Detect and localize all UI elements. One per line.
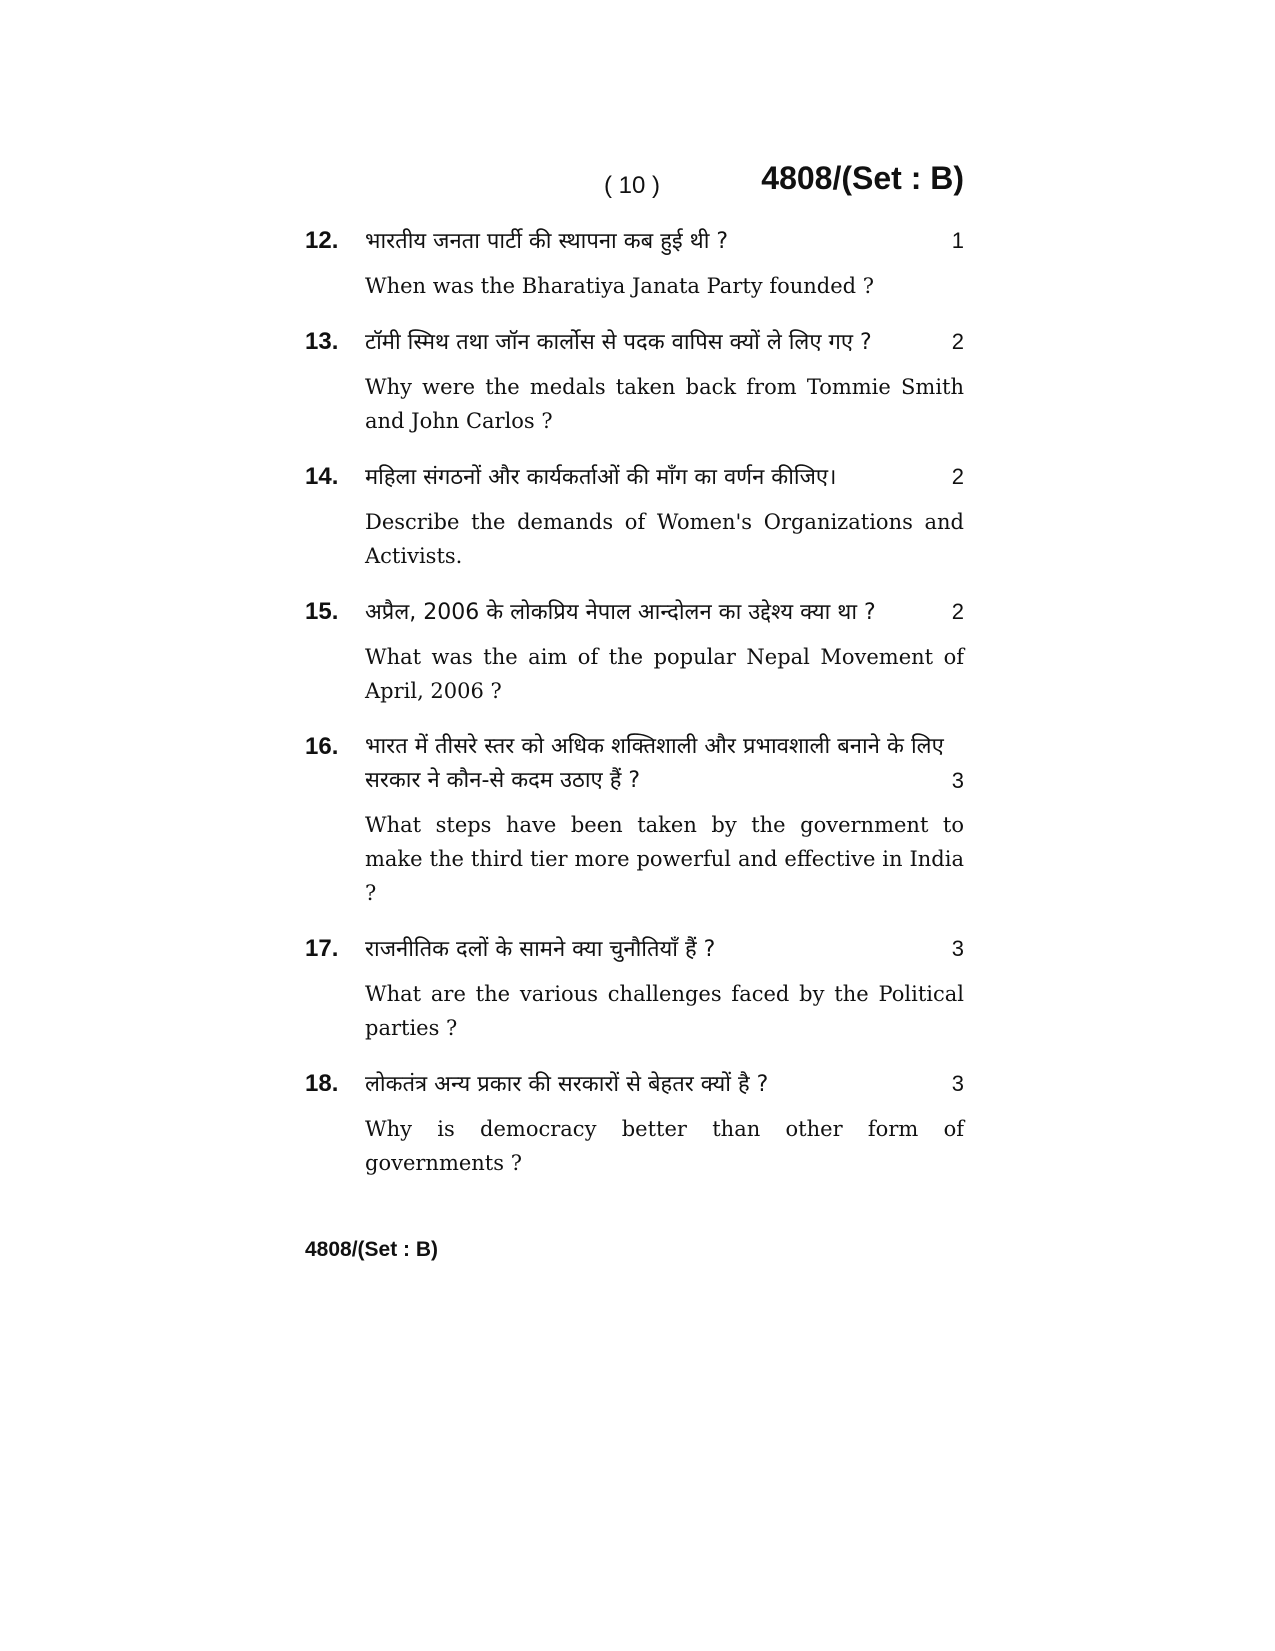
question-marks: 2 [951,329,964,354]
question-english: Why is democracy better than other form of governments ? [365,1117,964,1175]
question-marks: 2 [951,464,964,489]
question-13 [305,325,964,438]
question-marks: 3 [951,936,964,961]
question-list [305,224,964,1202]
question-marks: 1 [951,228,964,253]
question-english: Describe the demands of Women's Organizations and Activists. [365,510,964,568]
question-english: What steps have been taken by the government to make the third tier more powerful and effective in India ? [365,813,964,905]
question-17 [305,932,964,1045]
page-number: ( 10 ) [604,172,661,199]
question-hindi: टॉमी स्मिथ तथा जॉन कार्लोस से पदक वापिस क्यों ले लिए गए ? [365,330,872,355]
question-number: 12. [305,227,339,254]
question-number: 14. [305,463,339,490]
question-number: 18. [305,1070,339,1097]
question-hindi: भारतीय जनता पार्टी की स्थापना कब हुई थी ? [365,229,729,254]
question-14 [305,460,964,573]
question-marks: 2 [951,599,964,624]
question-number: 15. [305,598,339,625]
set-code-header: 4808/(Set : B) [761,160,964,196]
question-18 [305,1067,964,1180]
page-header [0,160,1275,204]
question-number: 13. [305,328,339,355]
question-15 [305,595,964,708]
question-marks: 3 [951,768,964,793]
question-number: 17. [305,935,339,962]
question-marks: 3 [951,1071,964,1096]
question-hindi: भारत में तीसरे स्तर को अधिक शक्तिशाली और प्रभावशाली बनाने के लिए सरकार ने कौन-से कदम उठाए हैं ? [365,734,944,793]
question-12 [305,224,964,303]
question-hindi: लोकतंत्र अन्य प्रकार की सरकारों से बेहतर क्यों है ? [365,1072,769,1097]
question-number: 16. [305,733,339,760]
question-hindi: महिला संगठनों और कार्यकर्ताओं की माँग का वर्णन कीजिए। [365,465,837,490]
question-english: What are the various challenges faced by the Political parties ? [365,982,964,1040]
set-code-footer: 4808/(Set : B) [305,1238,439,1261]
question-english: Why were the medals taken back from Tommie Smith and John Carlos ? [365,375,964,433]
question-hindi: अप्रैल, 2006 के लोकप्रिय नेपाल आन्दोलन का उद्देश्य क्या था ? [365,600,876,625]
question-english: When was the Bharatiya Janata Party founded ? [365,274,875,298]
question-hindi: राजनीतिक दलों के सामने क्या चुनौतियाँ हैं ? [365,937,716,962]
question-english: What was the aim of the popular Nepal Movement of April, 2006 ? [365,645,964,703]
question-16 [305,730,964,910]
